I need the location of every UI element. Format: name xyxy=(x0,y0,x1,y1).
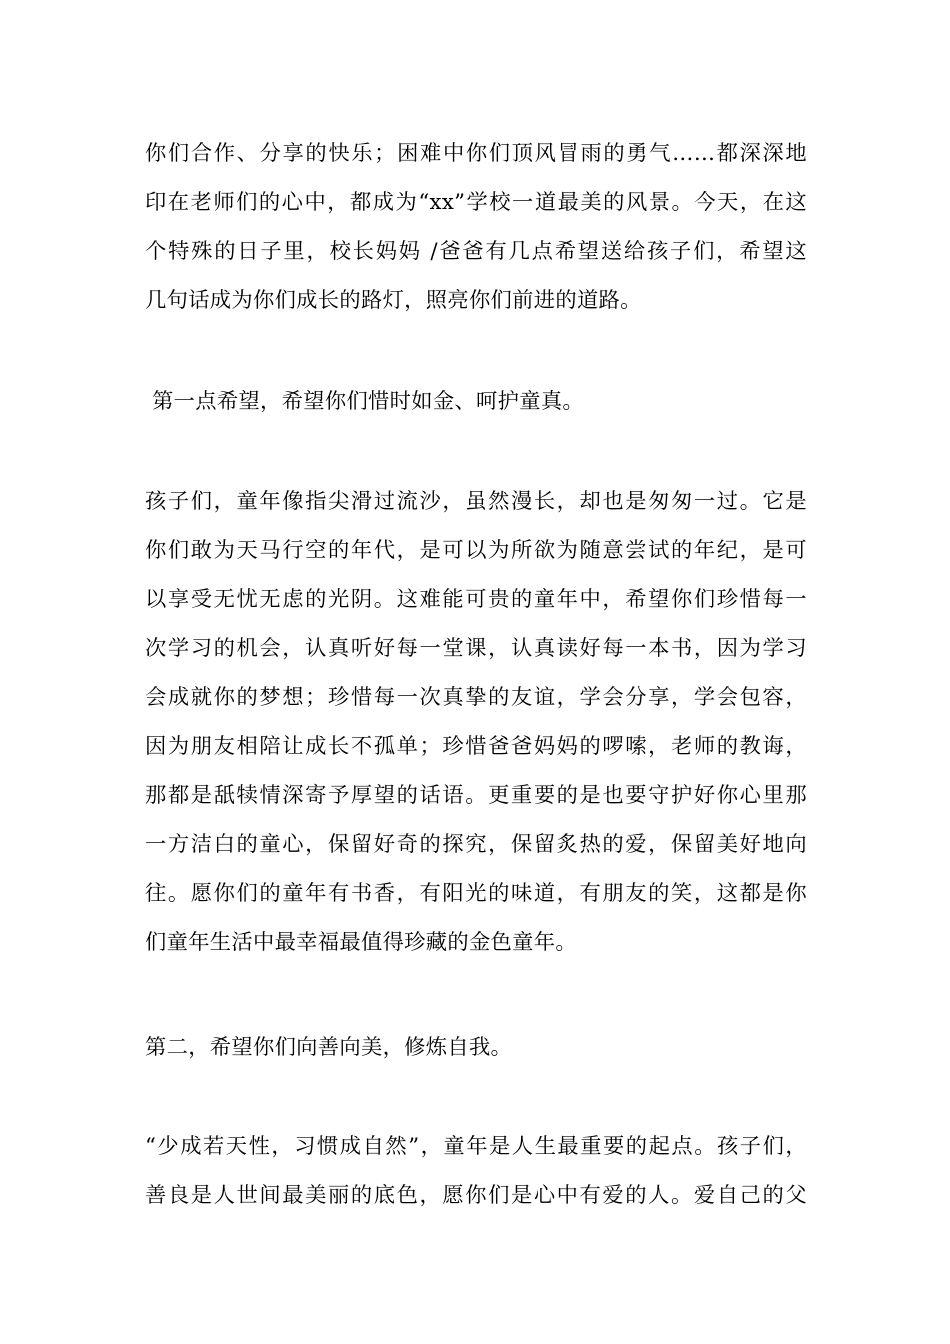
text-line: 你们敢为天马行空的年代，是可以为所欲为随意尝试的年纪，是可 xyxy=(145,538,807,563)
heading-second-hope xyxy=(145,1023,807,1072)
heading-first-hope xyxy=(145,377,807,426)
paragraph-kindness xyxy=(145,1122,807,1220)
text-line: 孩子们，童年像指尖滑过流沙，虽然漫长，却也是匆匆一过。它是 xyxy=(145,489,807,514)
text-line: 那都是舐犊情深寄予厚望的话语。更重要的是也要守护好你心里那 xyxy=(145,783,807,808)
text-line: 善良是人世间最美丽的底色，愿你们是心中有爱的人。爱自己的父 xyxy=(145,1183,807,1208)
text-line: 以享受无忧无虑的光阴。这难能可贵的童年中，希望你们珍惜每一 xyxy=(145,587,807,612)
text-line: 印在老师们的心中，都成为“xx”学校一道最美的风景。今天，在这 xyxy=(145,190,807,215)
text-line: 会成就你的梦想；珍惜每一次真挚的友谊，学会分享，学会包容， xyxy=(145,685,807,710)
paragraph-intro xyxy=(145,129,807,325)
text-line: 个特殊的日子里，校长妈妈 /爸爸有几点希望送给孩子们，希望这 xyxy=(145,239,807,264)
text-line: 第二，希望你们向善向美，修炼自我。 xyxy=(145,1035,513,1060)
text-line: 第一点希望，希望你们惜时如金、呵护童真。 xyxy=(145,389,585,414)
paragraph-cherish-time xyxy=(145,477,807,967)
text-line: 们童年生活中最幸福最值得珍藏的金色童年。 xyxy=(145,930,577,955)
text-line: 几句话成为你们成长的路灯，照亮你们前进的道路。 xyxy=(145,288,642,313)
text-line: 你们合作、分享的快乐；困难中你们顶风冒雨的勇气……都深深地 xyxy=(145,141,807,166)
text-line: 一方洁白的童心，保留好奇的探究，保留炙热的爱，保留美好地向 xyxy=(145,832,807,857)
text-line: 因为朋友相陪让成长不孤单；珍惜爸爸妈妈的啰嗦，老师的教诲， xyxy=(145,734,807,759)
text-line: “少成若天性，习惯成自然”，童年是人生最重要的起点。孩子们， xyxy=(145,1134,807,1159)
text-line: 往。愿你们的童年有书香，有阳光的味道，有朋友的笑，这都是你 xyxy=(145,881,807,906)
text-line: 次学习的机会，认真听好每一堂课，认真读好每一本书，因为学习 xyxy=(145,636,807,661)
